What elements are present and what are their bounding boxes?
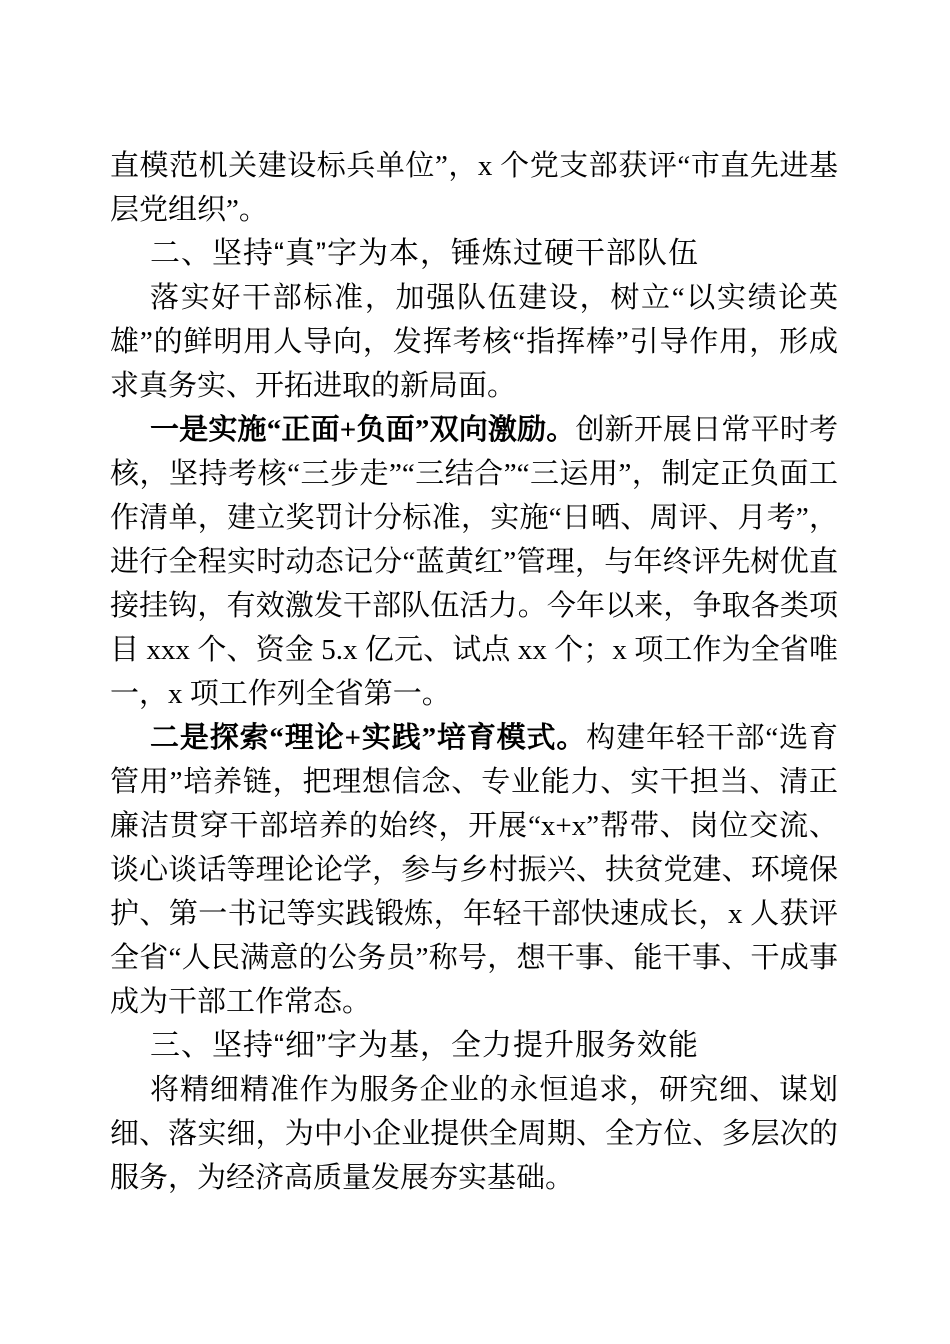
paragraph-text: 构建年轻干部“选育管用”培养链，把理想信念、专业能力、实干担当、清正廉洁贯穿干部培养的始终，开展“x+x”帮带、岗位交流、谈心谈话等理论论学，参与乡村振兴、扶贫党建、环境保护、第一书记等实践锻炼，年轻干部快速成长，x 人获评全省“人民满意的公务员”称号，想干事、能干事、干成事成为干部工作常态。 bbox=[110, 722, 839, 1018]
paragraph-lead-emphasis: 二是探索“理论+实践”培育模式。 bbox=[150, 722, 587, 754]
body-paragraph bbox=[110, 1068, 838, 1200]
paragraph-text: 三、坚持“细”字为基，全力提升服务效能 bbox=[150, 1029, 699, 1062]
body-paragraph bbox=[110, 408, 838, 716]
paragraph-text: 落实好干部标准，加强队伍建设，树立“以实绩论英雄”的鲜明用人导向，发挥考核“指挥棒”引导作用，形成求真务实、开拓进取的新局面。 bbox=[110, 282, 838, 402]
section-heading bbox=[110, 232, 838, 276]
paragraph-text: 创新开展日常平时考核，坚持考核“三步走”“三结合”“三运用”，制定正负面工作清单，建立奖罚计分标准，实施“日晒、周评、月考”，进行全程实时动态记分“蓝黄红”管理，与年终评先树优直接挂钩，有效激发干部队伍活力。今年以来，争取各类项目 xxx 个、资金 5.x 亿元、试点 xx 个；x 项工作为全省唯一，x 项工作列全省第一。 bbox=[110, 414, 838, 710]
document-content bbox=[110, 144, 838, 1200]
body-paragraph bbox=[110, 276, 838, 408]
paragraph-lead-emphasis: 一是实施“正面+负面”双向激励。 bbox=[150, 414, 576, 446]
section-heading bbox=[110, 1024, 838, 1068]
paragraph-text: 直模范机关建设标兵单位”，x 个党支部获评“市直先进基层党组织”。 bbox=[110, 150, 838, 226]
body-paragraph bbox=[110, 144, 838, 232]
paragraph-text: 将精细精准作为服务企业的永恒追求，研究细、谋划细、落实细，为中小企业提供全周期、全方位、多层次的服务，为经济高质量发展夯实基础。 bbox=[110, 1074, 838, 1194]
paragraph-text: 二、坚持“真”字为本，锤炼过硬干部队伍 bbox=[150, 237, 699, 270]
body-paragraph bbox=[110, 716, 838, 1024]
